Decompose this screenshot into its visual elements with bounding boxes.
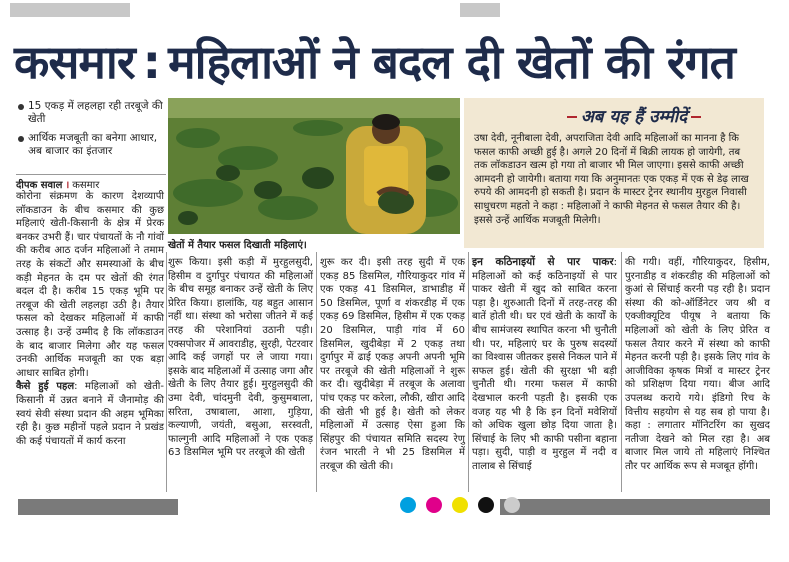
print-bar xyxy=(500,499,770,515)
watermelon-field-illustration xyxy=(168,98,460,234)
box-text: उषा देवी, नूनीबाला देवी, अपराजिता देवी आदि महिलाओं का मानना है कि फसल काफी अच्छी हुई है। अगले 20 दिनों में बिक्री लायक हो जायेगी, तब तक लॉकडाउन खत्म हो गया तो बाजार भी मिल जाएगा। इससे काफी अच्छी आमदनी हो जायेगी। बताया गया कि अनुमानतः एक एकड़ में एक से डेढ़ लाख रुपये की आमदनी हो सकती है। प्रदान के मास्टर ट्रेनर स्थानीय मुरहुल निवासी साधुचरण महतो ने कहा : महिलाओं ने काफी मेहनत से फसल तैयार की है। इससे उन्हें आर्थिक मजबूती मिलेगी। xyxy=(474,133,749,226)
registration-dot-cyan xyxy=(400,497,416,513)
subheading: कैसे हुई पहल xyxy=(16,381,75,393)
column-3: शुरू कर दी। इसी तरह सुदी में एक एकड़ 85 डिसमिल, गौरियाकुदर गांव में एक एकड़ 41 डिसमिल, डाभाडीह में 50 डिसमिल, पूर्णा व शंकरडीह में एक एकड़ 69 डिसमिल, हिसीम में एक एकड़ 20 डिसमिल, पाड़ी गांव में 60 डिसमिल, खुदीबेड़ा में 2 एकड़ तथा दुर्गापुर में ढाई एकड़ अपनी अपनी भूमि पर तरबूजे की खेती महिलाओं ने शुरू कर दी। खुदीबेड़ा में तरबूज के अलावा पांच एकड़ पर करेला, लौकी, खीरा आदि की खेती भी हुई है। खेती को लेकर महिलाओं में उत्साह ऐसा हुआ कि सिंहपुर की पंचायत समिति सदस्य रेणु रंजन भारती ने भी 25 डिसमिल में तरबूज की खेती की। xyxy=(320,257,465,472)
expectations-box xyxy=(464,98,764,248)
box-title-text: अब यह हैं उम्मीदें xyxy=(580,107,688,127)
column-divider xyxy=(468,252,469,492)
print-mark xyxy=(460,3,500,17)
byline-location: कसमार xyxy=(72,180,100,191)
box-title xyxy=(504,104,764,127)
column-4 xyxy=(472,256,617,474)
highlight-item: 15 एकड़ में लहलहा रही तरबूजे की खेती xyxy=(16,100,166,126)
column-divider xyxy=(621,252,622,492)
registration-dot-black xyxy=(478,497,494,513)
headline-title: महिलाओं ने बदल दी खेतों की रंगत xyxy=(168,35,735,89)
registration-dot-magenta xyxy=(426,497,442,513)
column-1-body: कोरोना संक्रमण के कारण देशव्यापी लॉकडाउन के बीच कसमार की कुछ महिलाएं खेती-किसानी के क्षेत्र में प्रेरक बनकर उभरी हैं। चार पंचायतों के नौ गांवों की करीब आठ दर्जन महिलाओं ने तमाम तरह के संकटों और समस्याओं के बीच कड़ी मेहनत के दम पर खेतों की रंगत बदल दी है। करीब 15 एकड़ भूमि पर तरबूज की खेती लहलहा उठी है। तैयार फसल को देखकर महिलाओं में काफी उत्साह है। उन्हें उम्मीद है कि लॉकडाउन के बाद बाजार मिलेगा और यह फसल उनकी आर्थिक मजबूती का एक बड़ा आधार साबित होगी। xyxy=(16,191,164,379)
dash-left xyxy=(567,116,577,118)
column-2: शुरू किया। इसी कड़ी में मुरहुलसुदी, हिसीम व दुर्गापुर पंचायत की महिलाओं के बीच समूह बनाकर उन्हें खेती के लिए प्रेरित किया। हालांकि, यह बहुत आसान नहीं था। संस्था को भरोसा जीतने में कई तरह की परेशानियां उठानी पड़ी। एक्सपोजर में आवराडीह, सुरही, पेटरवार आदि कई जगहों पर ले जाया गया। इसके बाद महिलाओं में उत्साह जगा और खेती के लिए तैयार हुई। मुरहुलसुदी की उमा देवी, चांदमुनी देवी, कुसुमबाला, सरिता, उषाबाला, आशा, गुड़िया, कल्याणी, जयंती, बसुआ, सरस्वती, फाल्गुनी आदि महिलाओं ने एक एकड़ 63 डिसमिल भूमि पर तरबूजे की खेती xyxy=(168,257,313,459)
subheading-text: : महिलाओं को कई कठिनाइयों से पार पाकर खेती में खुद को साबित करना पड़ा है। शुरुआती दिनों में तरह-तरह की बातें होती थी। घर एवं खेती के कार्यों के बीच सामंजस्य स्थापित करना भी चुनौती थी। पर, महिलाएं घर के पुरुष सदस्यों का विश्वास जीतकर इससे निकल पाने में सफल हुई। खेती की सुरक्षा भी बड़ी चुनौती थी। गरमा फसल में काफी देखभाल करनी पड़ती है। इसकी एक वजह यह भी है कि इन दिनों मवेशियों को अधिक खुला छोड़ दिया जाता है। सिंचाई के लिए भी काफी पसीना बहाना पड़ा। सुदी, पाड़ी व मुरहुल में नदी व तालाब से सिंचाई xyxy=(472,257,617,472)
headline-place: कसमार xyxy=(14,35,135,89)
registration-dot-yellow xyxy=(452,497,468,513)
column-5: की गयी। वहीं, गौरियाकुदर, हिसीम, पुरनाडीह व शंकरडीह की महिलाओं को कुआं से सिंचाई करनी पड़ रही है। प्रदान संस्था की को-ऑर्डिनेटर जय श्री व एक्जीक्यूटिव पीयूष ने बताया कि महिलाओं को खेती के लिए प्रेरित व फसल तैयार करने में संस्था को काफी मेहनत करनी पड़ी है। इसके लिए गांव के आजीविका कृषक मित्रों व मास्टर ट्रेनर को प्रशिक्षण दिया गया। बीज आदि उपलब्ध कराये गये। इंडिगो रिच के वित्तीय सहयोग से यह सब हो पाया है। कहा : लगातार मॉनिटरिंग का सुखद नतीजा देखने को मिल रहा है। अब बाजार मिल जाये तो महिलाएं निश्चित तौर पर आर्थिक रूप से मजबूत होंगी। xyxy=(625,257,770,472)
print-mark xyxy=(10,3,130,17)
article-photo xyxy=(168,98,460,234)
byline-separator: । xyxy=(65,180,70,191)
headline-colon: : xyxy=(142,35,161,89)
print-bar xyxy=(18,499,178,515)
subheading: इन कठिनाइयों से पार पाकर xyxy=(472,256,614,268)
headline xyxy=(14,30,774,94)
column-1 xyxy=(16,190,164,448)
subheading-text: : महिलाओं को खेती-किसानी में उन्नत बनाने में जैनामोड़ की स्वयं सेवी संस्था प्रदान की अहम भूमिका रही है। कुछ महीनों पहले प्रदान ने प्रखंड की कई पंचायतों में कार्य करना xyxy=(16,381,164,447)
registration-dot-gray xyxy=(504,497,520,513)
highlights-list xyxy=(16,100,166,164)
column-divider xyxy=(166,252,167,492)
highlight-item: आर्थिक मजबूती का बनेगा आधार, अब बाजार का इंतजार xyxy=(16,132,166,158)
photo-caption: खेतों में तैयार फसल दिखाती महिलाएं। xyxy=(168,236,460,252)
dash-right xyxy=(691,116,701,118)
column-divider xyxy=(316,252,317,492)
byline-name: दीपक सवाल xyxy=(16,180,63,191)
byline xyxy=(16,174,166,191)
